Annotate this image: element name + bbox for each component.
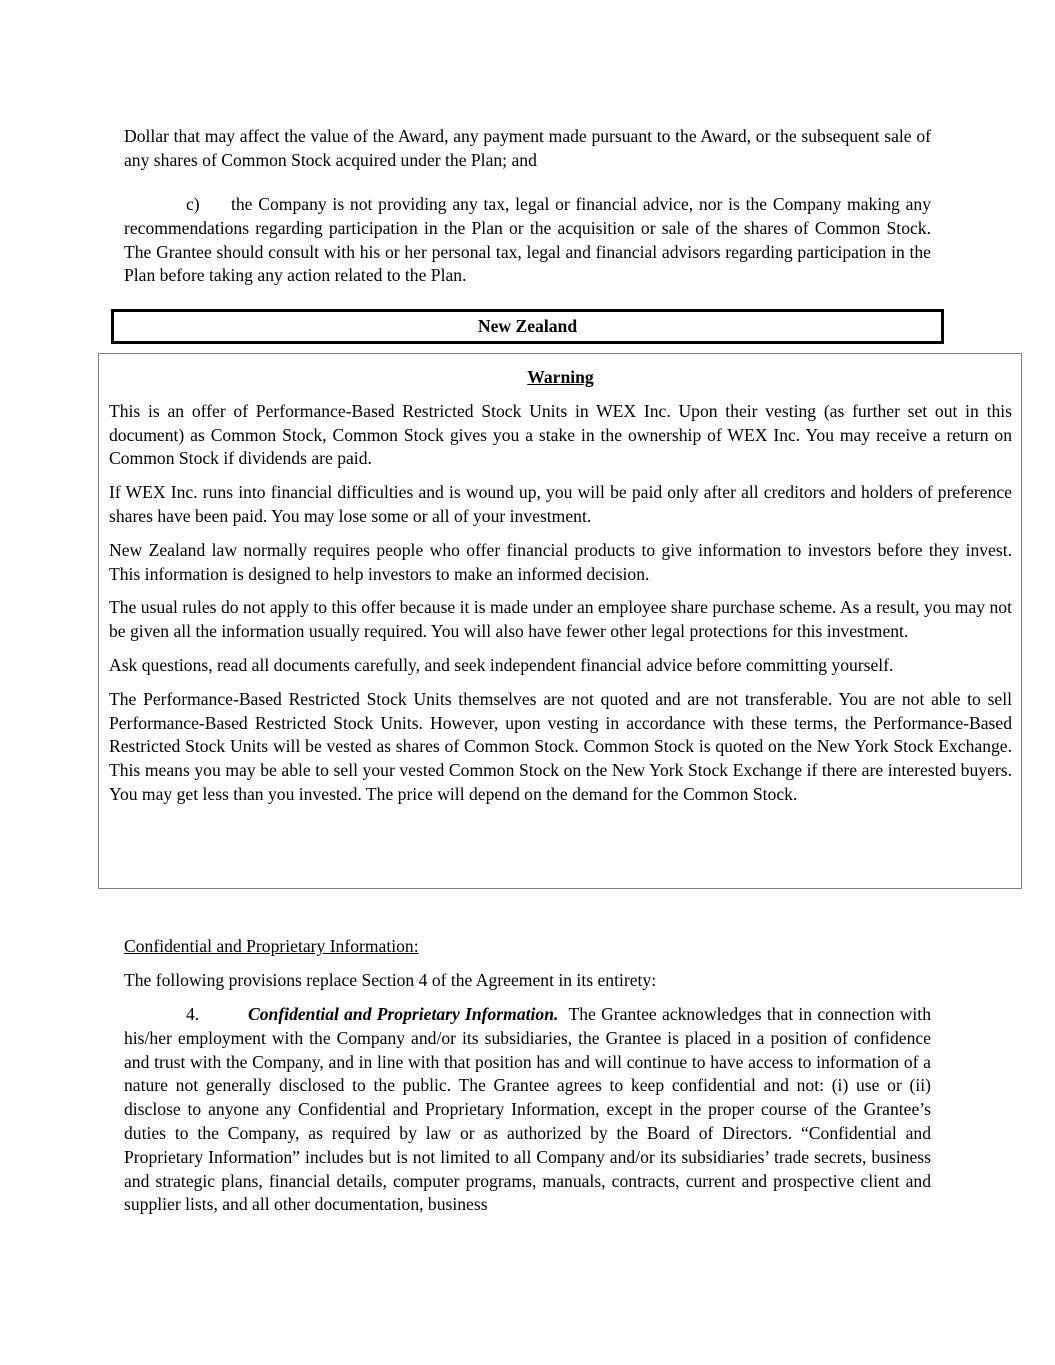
item-c-paragraph <box>124 193 931 288</box>
item-c-marker: c) <box>186 194 200 214</box>
warning-paragraph: If WEX Inc. runs into financial difficulties and is wound up, you will be paid only after all creditors and holders of preference shares have been paid. You may lose some or all of your investment. <box>109 482 1012 526</box>
warning-paragraph: Ask questions, read all documents carefully, and seek independent financial advice before committing yourself. <box>109 654 894 675</box>
section-text: The Grantee acknowledges that in connection with his/her employment with the Company and/or its subsidiaries, the Grantee is placed in a position of confidence and trust with the Company, and in line with that position has and will continue to have access to information of a nature not generally disclosed to the public. The Grantee agrees to keep confidential and not: (i) use or (ii) disclose to anyone any Confidential and Proprietary Information, except in the proper course of the Grantee’s duties to the Company, as required by law or as authorized by the Board of Directors. “Confidential and Proprietary Information” includes but is not limited to all Company and/or its subsidiaries’ trade secrets, business and strategic plans, financial details, computer programs, manuals, contracts, current and prospective client and supplier lists, and all other documentation, business <box>124 1004 931 1215</box>
warning-paragraph: The usual rules do not apply to this offer because it is made under an employee share purchase scheme. As a result, you may not be given all the information usually required. You will also have fewer other legal protections for this investment. <box>109 597 1012 642</box>
item-c-text: the Company is not providing any tax, legal or financial advice, nor is the Company making any recommendations regarding participation in the Plan or the acquisition or sale of the shares of Common Stock. The Grantee should consult with his or her personal tax, legal and financial advisors regarding participation in the Plan before taking any action related to the Plan. <box>124 194 931 286</box>
new-zealand-section-header: New Zealand <box>111 309 944 344</box>
section-title: Confidential and Proprietary Information. <box>248 1004 559 1024</box>
warning-paragraph: This is an offer of Performance-Based Restricted Stock Units in WEX Inc. Upon their vesting (as further set out in this document) as Common Stock, Common Stock gives you a stake in the ownership of WEX Inc. You may receive a return on Common Stock if dividends are paid. <box>109 400 1012 469</box>
warning-paragraph: The Performance-Based Restricted Stock Units themselves are not quoted and are not transferable. You are not able to sell Performance-Based Restricted Stock Units. However, upon vesting in accordance with these terms, the Performance-Based Restricted Stock Units will be vested as shares of Common Stock. Common Stock is quoted on the New York Stock Exchange. This means you may be able to sell your vested Common Stock on the New York Stock Exchange if there are interested buyers. You may get less than you invested. The price will depend on the demand for the Common Stock. <box>109 688 1012 804</box>
warning-title: Warning <box>527 367 594 387</box>
warning-box <box>98 353 1022 889</box>
confidential-intro: The following provisions replace Section 4 of the Agreement in its entirety: <box>124 970 657 990</box>
top-paragraph: Dollar that may affect the value of the Award, any payment made pursuant to the Award, or the subsequent sale of any shares of Common Stock acquired under the Plan; and <box>124 126 931 170</box>
confidential-section-4 <box>124 1003 931 1217</box>
warning-paragraph: New Zealand law normally requires people who offer financial products to give information to investors before they invest. This information is designed to help investors to make an informed decision. <box>109 539 1012 584</box>
confidential-heading: Confidential and Proprietary Information: <box>124 936 419 956</box>
section-number: 4. <box>186 1004 200 1024</box>
